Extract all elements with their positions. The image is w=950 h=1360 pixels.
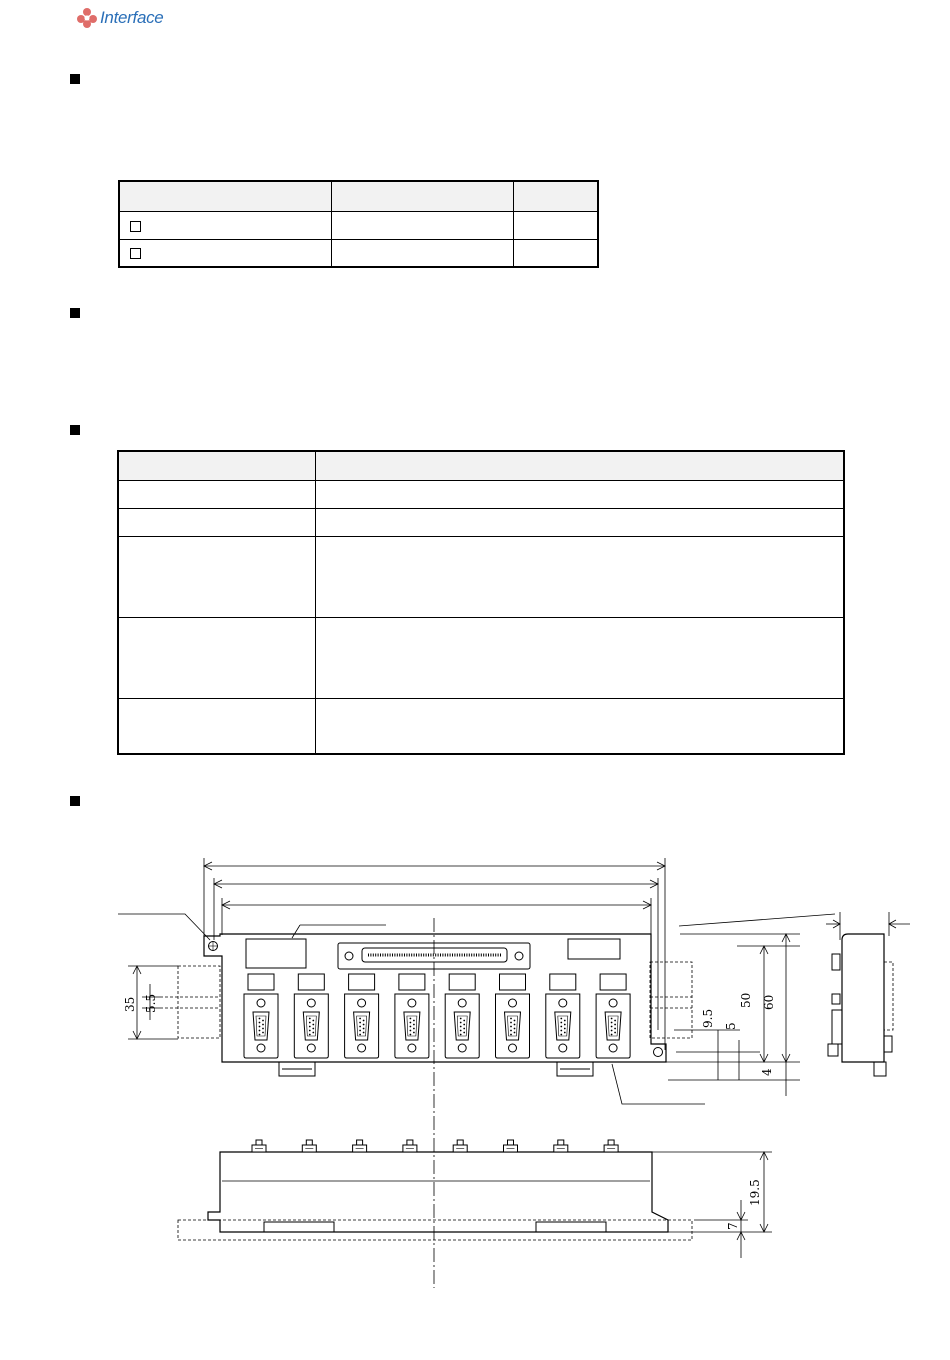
screw-post xyxy=(554,1140,568,1152)
dsub-connector xyxy=(244,974,278,1058)
dsub-connector xyxy=(596,974,630,1058)
dim-label-7: 7 xyxy=(726,1222,740,1230)
screw-post xyxy=(453,1140,467,1152)
dsub-connector xyxy=(345,974,379,1058)
dim-label-9-5: 9.5 xyxy=(701,1008,715,1028)
terminal-board-front-view xyxy=(204,934,666,1076)
logo-text: Interface xyxy=(100,8,164,27)
terminal-board-end-view xyxy=(826,912,910,1076)
side-view-screw-posts xyxy=(252,1140,618,1152)
screw-post xyxy=(353,1140,367,1152)
screw-post xyxy=(604,1140,618,1152)
screw-post xyxy=(302,1140,316,1152)
terminal-board-side-view xyxy=(178,1152,692,1240)
dim-label-5-5: 5.5 xyxy=(144,993,158,1013)
dsub-connectors xyxy=(244,974,630,1058)
dim-label-19-5: 19.5 xyxy=(748,1179,762,1206)
dsub-connector xyxy=(294,974,328,1058)
front-view-dimensions xyxy=(128,934,800,1096)
dsub-connector xyxy=(445,974,479,1058)
dim-label-60: 60 xyxy=(762,994,776,1010)
screw-post xyxy=(252,1140,266,1152)
screw-post xyxy=(504,1140,518,1152)
screw-post xyxy=(403,1140,417,1152)
dim-label-50: 50 xyxy=(739,992,753,1008)
dsub-connector xyxy=(546,974,580,1058)
dsub-connector xyxy=(395,974,429,1058)
dim-label-35: 35 xyxy=(123,996,137,1012)
dim-label-4: 4 xyxy=(760,1068,774,1076)
dsub-connector xyxy=(496,974,530,1058)
dim-label-5: 5 xyxy=(724,1022,738,1030)
